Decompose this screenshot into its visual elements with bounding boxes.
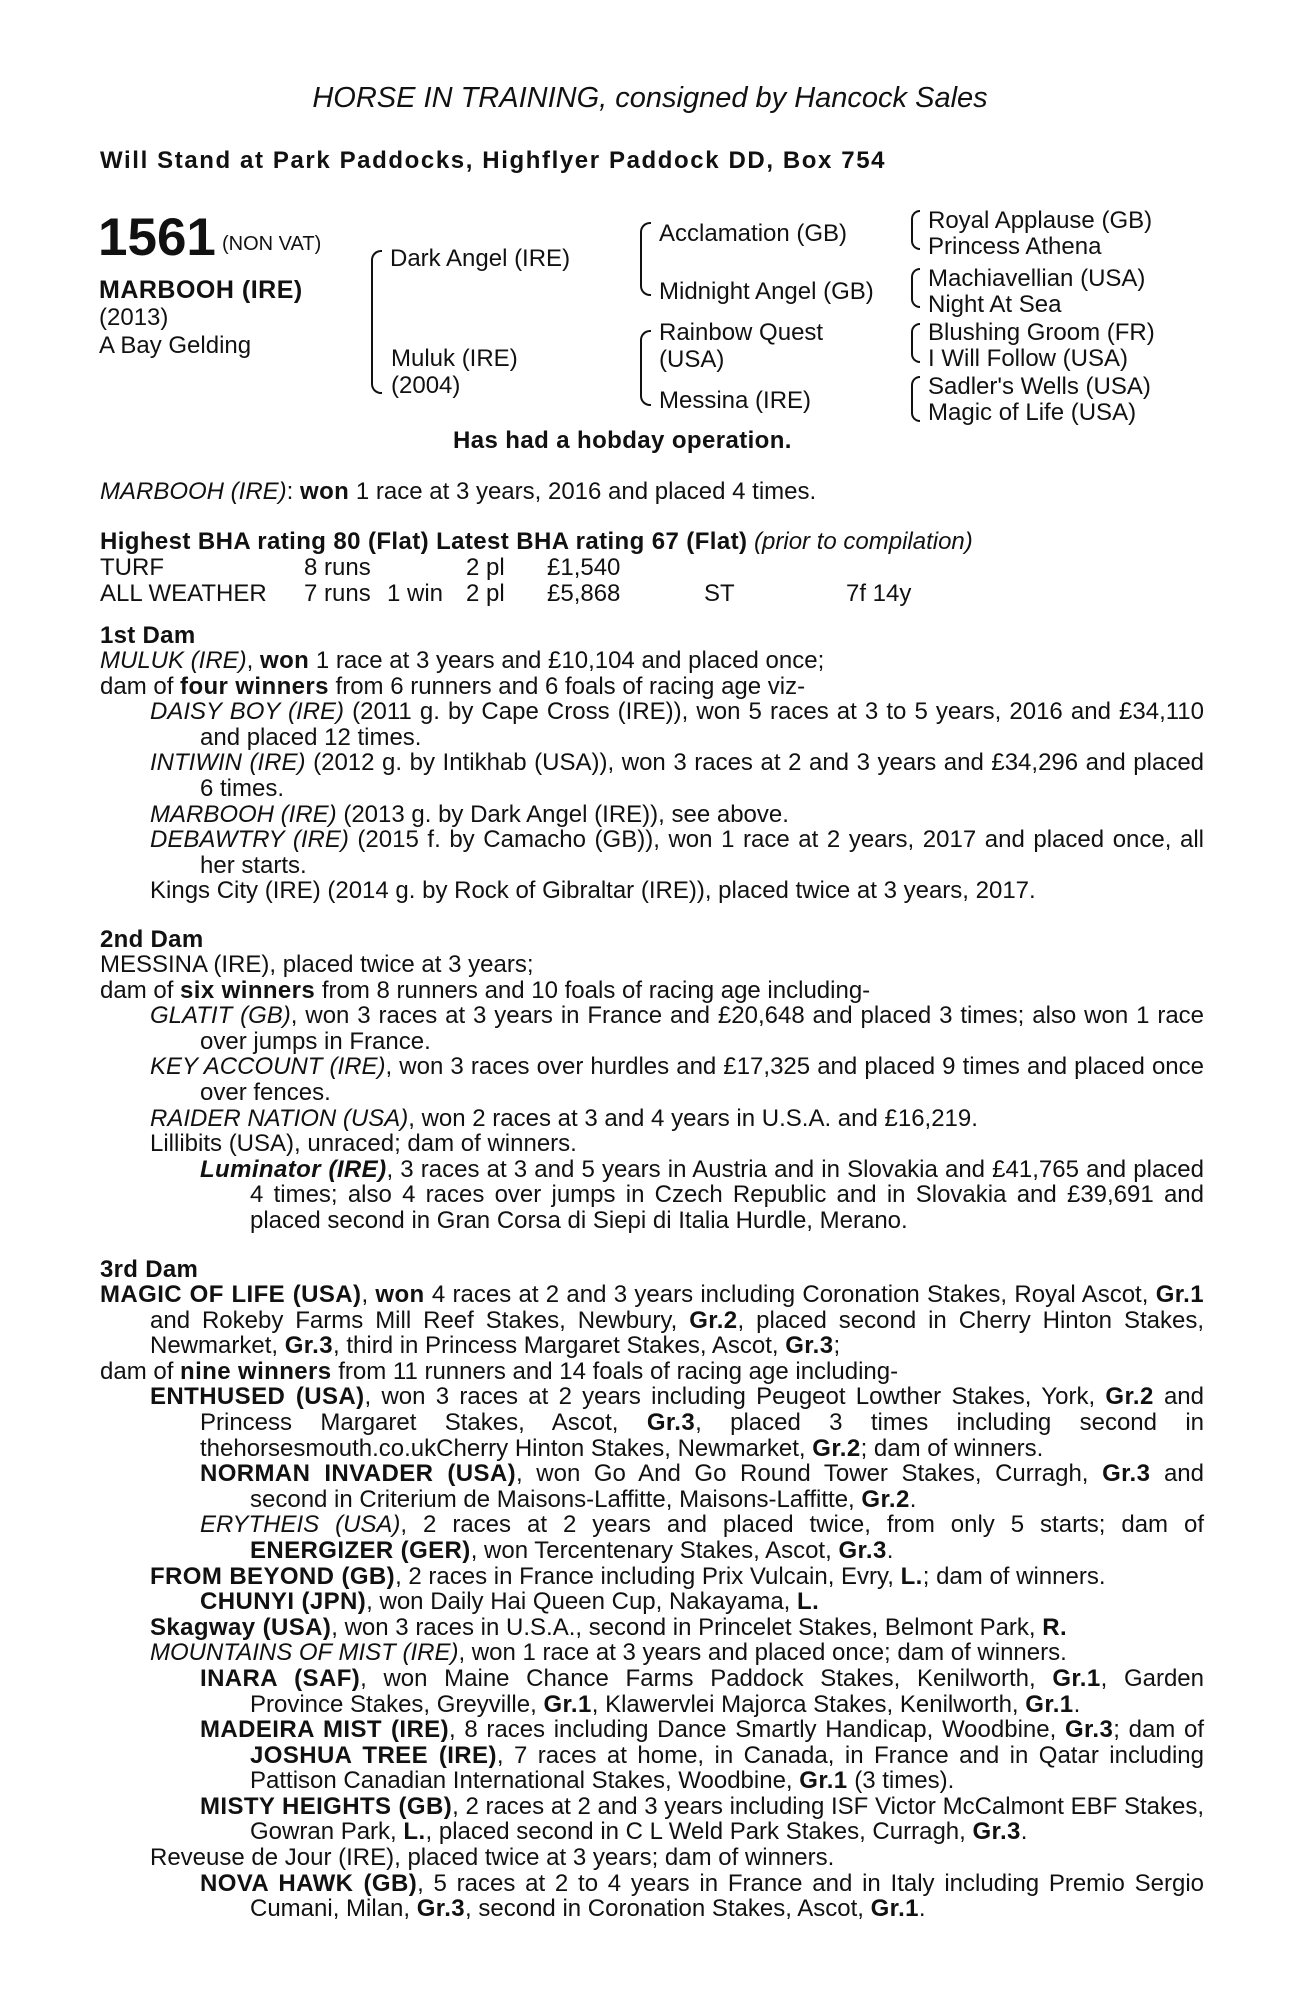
- race-record: [100, 479, 816, 505]
- grade: Gr.2: [1105, 1383, 1154, 1411]
- pedigree-dam-year: (2004): [391, 372, 461, 399]
- progeny-entry: [100, 1640, 1204, 1666]
- grade: Gr.3: [416, 1895, 466, 1923]
- progeny-name: GLATIT (GB): [150, 1002, 291, 1030]
- text: ; dam of winners.: [922, 1562, 1106, 1590]
- progeny-entry: [100, 1717, 1204, 1794]
- grade: Gr.1: [1025, 1690, 1074, 1718]
- progeny-entry: [100, 1564, 1204, 1590]
- progeny-entry: [100, 827, 1204, 878]
- form-cell: ALL WEATHER: [100, 580, 267, 607]
- progeny-name: ENTHUSED (USA): [150, 1383, 365, 1411]
- text: , 5 races at 2 to 4 years in France and in Italy including Premio Sergio Cumani, Milan,: [250, 1869, 1204, 1923]
- dam-name: MAGIC OF LIFE (USA): [100, 1281, 362, 1308]
- form-cell: £5,868: [547, 580, 621, 607]
- text: , third in Princess Margaret Stakes, Ascot,: [333, 1332, 786, 1360]
- grade: R.: [1042, 1613, 1068, 1641]
- pedigree-dss: Blushing Groom (FR): [928, 319, 1155, 346]
- third-dam-section: [100, 1282, 1204, 1922]
- progeny-name: KEY ACCOUNT (IRE): [150, 1053, 386, 1081]
- form-cell: TURF: [100, 554, 164, 581]
- text: dam of: [100, 672, 181, 700]
- progeny-entry: [100, 1794, 1204, 1845]
- progeny-text: Kings City (IRE) (2014 g. by Rock of Gibraltar (IRE)), placed twice at 3 years, 2017.: [150, 877, 1036, 905]
- pedigree-dsd: I Will Follow (USA): [928, 345, 1129, 372]
- text: ,: [361, 1281, 376, 1308]
- grade: Gr.3: [785, 1332, 834, 1360]
- text: , won Daily Hai Queen Cup, Nakayama,: [366, 1588, 798, 1616]
- form-cell: 1 win: [387, 580, 444, 607]
- progeny-text: Lillibits (USA), unraced; dam of winners.: [150, 1130, 577, 1158]
- progeny-entry: [100, 878, 1204, 904]
- text: , Klawervlei Majorca Stakes, Kenilworth,: [591, 1690, 1026, 1718]
- text: , won 1 race at 3 years and placed once; dam of winners.: [458, 1639, 1067, 1667]
- bha-ratings-note: (prior to compilation): [754, 528, 973, 555]
- text: , won 3 races in U.S.A., second in Princelet Stakes, Belmont Park,: [331, 1613, 1043, 1641]
- text: ;: [833, 1332, 841, 1360]
- text: , won Tercentenary Stakes, Ascot,: [470, 1536, 839, 1564]
- progeny-entry: [100, 1512, 1204, 1563]
- grade: Gr.3: [284, 1332, 334, 1360]
- pedigree-sire-dam: Midnight Angel (GB): [659, 278, 874, 305]
- text: , 7 races at home, in Canada, in France and in Qatar including Pattison Canadian International Stakes, Woodbine,: [250, 1741, 1204, 1795]
- grade: Gr.3: [1064, 1716, 1114, 1744]
- progeny-name: RAIDER NATION (USA): [150, 1104, 409, 1132]
- progeny-entry: [100, 750, 1204, 801]
- text: .: [1020, 1818, 1028, 1846]
- progeny-entry: [100, 1131, 1204, 1157]
- grade: Gr.1: [870, 1895, 919, 1923]
- text: from 6 runners and 6 foals of racing age viz-: [328, 672, 806, 700]
- progeny-text: (2013 g. by Dark Angel (IRE)), see above.: [336, 800, 789, 828]
- form-cell: 7 runs: [304, 580, 371, 607]
- bha-ratings-text: Highest BHA rating 80 (Flat) Latest BHA rating 67 (Flat): [100, 528, 748, 555]
- form-cell: £1,540: [547, 554, 621, 581]
- pedigree-sds: Machiavellian (USA): [928, 265, 1146, 292]
- winners-count: four winners: [180, 672, 329, 700]
- pedigree-sss: Royal Applause (GB): [928, 207, 1153, 234]
- pedigree-bracket-g3-4: [911, 376, 920, 422]
- text: , 8 races including Dance Smartly Handicap, Woodbine,: [448, 1716, 1065, 1744]
- text: , Garden Province Stakes, Greyville,: [250, 1664, 1204, 1718]
- grade: Gr.3: [972, 1818, 1021, 1846]
- progeny-name: MOUNTAINS OF MIST (IRE): [150, 1639, 459, 1667]
- progeny-name: DAISY BOY (IRE): [150, 698, 345, 726]
- progeny-text: (2012 g. by Intikhab (USA)), won 3 races at 2 and 3 years and £34,296 and placed 6 times.: [200, 749, 1205, 802]
- text: and Princess Margaret Stakes, Ascot,: [200, 1383, 1205, 1436]
- text: , won Maine Chance Farms Paddock Stakes, Kenilworth,: [360, 1664, 1053, 1692]
- progeny-entry: [100, 1589, 1204, 1615]
- pedigree-dam-sire-line1: Rainbow Quest: [659, 319, 824, 346]
- text: from 8 runners and 10 foals of racing age including-: [315, 976, 871, 1004]
- grade: Gr.2: [861, 1485, 910, 1513]
- progeny-text: Reveuse de Jour (IRE), placed twice at 3 years; dam of winners.: [150, 1844, 835, 1872]
- progeny-name: NOVA HAWK (GB): [200, 1869, 418, 1897]
- grade: Gr.3: [1102, 1460, 1151, 1488]
- won-label: won: [375, 1281, 425, 1308]
- progeny-entry: [100, 699, 1204, 750]
- won-label: won: [260, 647, 310, 674]
- progeny-name: NORMAN INVADER (USA): [200, 1460, 517, 1488]
- text: and Rokeby Farms Mill Reef Stakes, Newbury,: [150, 1306, 690, 1334]
- text: from 11 runners and 14 foals of racing age including-: [331, 1357, 899, 1385]
- pedigree-bracket-g3-1: [911, 210, 920, 250]
- second-dam-produce: [100, 978, 1204, 1004]
- progeny-name: FROM BEYOND (GB): [150, 1562, 396, 1590]
- progeny-entry: [100, 1461, 1204, 1512]
- third-dam-line: [100, 1282, 1204, 1359]
- grade: Gr.1: [543, 1690, 592, 1718]
- progeny-name: MADEIRA MIST (IRE): [200, 1716, 449, 1744]
- text: dam of: [100, 976, 181, 1004]
- text: .: [886, 1536, 894, 1564]
- text: .: [909, 1485, 917, 1513]
- progeny-name: JOSHUA TREE (IRE): [250, 1741, 497, 1769]
- first-dam-produce: [100, 674, 1204, 700]
- grade: L.: [900, 1562, 923, 1590]
- progeny-name: INTIWIN (IRE): [150, 749, 306, 777]
- winners-count: nine winners: [180, 1357, 332, 1385]
- progeny-name: ENERGIZER (GER): [250, 1536, 471, 1564]
- record-name: MARBOOH (IRE): [100, 478, 287, 505]
- progeny-entry: [100, 1054, 1204, 1105]
- progeny-entry: [100, 1003, 1204, 1054]
- pedigree-dds: Sadler's Wells (USA): [928, 373, 1151, 400]
- text: and second in Criterium de Maisons-Laffitte, Maisons-Laffitte,: [250, 1460, 1204, 1513]
- grade: Gr.1: [799, 1767, 848, 1795]
- pedigree-ssd: Princess Athena: [928, 233, 1102, 260]
- page-title: HORSE IN TRAINING, consigned by Hancock Sales: [312, 82, 988, 114]
- text: 4 races at 2 and 3 years including Coronation Stakes, Royal Ascot,: [424, 1281, 1156, 1308]
- horse-name: MARBOOH (IRE): [99, 276, 303, 304]
- grade: Gr.2: [812, 1434, 861, 1462]
- form-cell: 8 runs: [304, 554, 371, 581]
- progeny-name: MARBOOH (IRE): [150, 800, 337, 828]
- text: , placed 3 times including second in thehorsesmouth.co.ukCherry Hinton Stakes, Newmarket,: [200, 1408, 1205, 1462]
- pedigree-dam: Muluk (IRE): [391, 345, 518, 372]
- text: , 2 races at 2 years and placed twice, from only 5 starts; dam of: [400, 1511, 1204, 1539]
- progeny-entry: [100, 1384, 1204, 1461]
- pedigree-bracket-sire-dam: [371, 250, 382, 394]
- grade: Gr.2: [689, 1306, 738, 1334]
- text: .: [918, 1895, 926, 1923]
- progeny-entry: [100, 802, 1204, 828]
- dam-record: 1 race at 3 years and £10,104 and placed once;: [309, 647, 825, 674]
- progeny-name: INARA (SAF): [200, 1664, 361, 1692]
- pedigree-dam-sire-line2: (USA): [659, 346, 725, 373]
- progeny-entry: [100, 1615, 1204, 1641]
- form-cell: 2 pl: [466, 580, 505, 607]
- third-dam-produce: [100, 1359, 1204, 1385]
- progeny-entry: [100, 1666, 1204, 1717]
- first-dam-heading: 1st Dam: [100, 622, 196, 649]
- grade: Gr.1: [1052, 1664, 1101, 1692]
- progeny-text: (2015 f. by Camacho (GB)), won 1 race at 2 years, 2017 and placed once, all her starts.: [200, 826, 1204, 879]
- horse-description: A Bay Gelding: [99, 332, 252, 359]
- pedigree-bracket-g3-3: [911, 323, 920, 363]
- progeny-name: DEBAWTRY (IRE): [150, 826, 349, 854]
- lot-number: 1561: [98, 208, 216, 267]
- text: ; dam of: [1113, 1716, 1204, 1744]
- progeny-name: ERYTHEIS (USA): [200, 1511, 401, 1539]
- record-colon: :: [286, 478, 294, 505]
- foaling-year: (2013): [99, 304, 169, 331]
- progeny-text: , won 2 races at 3 and 4 years in U.S.A. and £16,219.: [408, 1104, 978, 1132]
- text: , won Go And Go Round Tower Stakes, Curragh,: [516, 1460, 1103, 1488]
- progeny-entry: [100, 1157, 1204, 1234]
- winners-count: six winners: [180, 976, 316, 1004]
- progeny-text: , won 3 races over hurdles and £17,325 and placed 9 times and placed once over fences.: [200, 1053, 1204, 1106]
- grade: L.: [403, 1818, 426, 1846]
- text: , placed second in C L Weld Park Stakes, Curragh,: [425, 1818, 973, 1846]
- text: dam of: [100, 1357, 181, 1385]
- pedigree-note: Has had a hobday operation.: [453, 427, 792, 454]
- pedigree-dam-dam: Messina (IRE): [659, 387, 812, 414]
- text: , 2 races in France including Prix Vulcain, Evry,: [395, 1562, 901, 1590]
- grade: Gr.3: [646, 1408, 696, 1436]
- first-dam-line: MULUK (IRE), won 1 race at 3 years and £10,104 and placed once;: [100, 647, 825, 674]
- grade: L.: [797, 1588, 820, 1616]
- stand-location: Will Stand at Park Paddocks, Highflyer Paddock DD, Box 754: [100, 147, 887, 174]
- third-dam-heading: 3rd Dam: [100, 1256, 199, 1283]
- progeny-text: (2011 g. by Cape Cross (IRE)), won 5 races at 3 to 5 years, 2016 and £34,110 and placed 12 times.: [200, 698, 1204, 751]
- dam-name: MULUK (IRE): [100, 647, 247, 674]
- pedigree-bracket-g3-2: [911, 268, 920, 308]
- text: , second in Coronation Stakes, Ascot,: [465, 1895, 871, 1923]
- form-cell: 2 pl: [466, 554, 505, 581]
- progeny-name: CHUNYI (JPN): [200, 1588, 367, 1616]
- progeny-text: , 3 races at 3 and 5 years in Austria and in Slovakia and £41,765 and placed 4 times; also 4 races over jumps in Czech Republic and in Slovakia and £39,691 and placed second in Gran Corsa di Siepi di Italia Hurdle, Merano.: [250, 1155, 1204, 1234]
- pedigree-sire-sire: Acclamation (GB): [659, 220, 848, 247]
- pedigree-ddd: Magic of Life (USA): [928, 399, 1137, 426]
- pedigree-sire: Dark Angel (IRE): [390, 245, 571, 272]
- text: , 2 races at 2 and 3 years including ISF Victor McCalmont EBF Stakes, Gowran Park,: [250, 1792, 1204, 1846]
- text: (3 times).: [847, 1767, 955, 1795]
- progeny-entry: [100, 1106, 1204, 1132]
- record-rest: 1 race at 3 years, 2016 and placed 4 times.: [349, 478, 817, 505]
- bha-ratings: [100, 529, 973, 555]
- second-dam-section: [100, 952, 1204, 1234]
- record-won: won: [300, 478, 350, 505]
- pedigree-bracket-sire-line: [640, 222, 651, 296]
- first-dam-section: [100, 648, 1204, 904]
- form-cell: 7f 14y: [846, 580, 912, 607]
- progeny-name: MISTY HEIGHTS (GB): [200, 1792, 453, 1820]
- grade: Gr.3: [838, 1536, 887, 1564]
- second-dam-line: MESSINA (IRE), placed twice at 3 years;: [100, 951, 534, 978]
- vat-status: (NON VAT): [222, 233, 322, 255]
- grade: Gr.1: [1155, 1281, 1204, 1308]
- progeny-name: Luminator (IRE): [200, 1155, 387, 1183]
- pedigree-sdd: Night At Sea: [928, 291, 1062, 318]
- progeny-entry: [100, 1871, 1204, 1922]
- second-dam-heading: 2nd Dam: [100, 926, 204, 953]
- progeny-name: Skagway (USA): [150, 1613, 332, 1641]
- text: , won 3 races at 2 years including Peugeot Lowther Stakes, York,: [364, 1383, 1106, 1411]
- pedigree-bracket-dam-line: [640, 330, 651, 406]
- text: , placed second in Cherry Hinton Stakes, Newmarket,: [150, 1306, 1204, 1360]
- text: ; dam of winners.: [860, 1434, 1044, 1462]
- progeny-entry: [100, 1845, 1204, 1871]
- form-cell: ST: [704, 580, 735, 607]
- progeny-text: , won 3 races at 3 years in France and £20,648 and placed 3 times; also won 1 race over jumps in France.: [200, 1002, 1205, 1055]
- text: .: [1073, 1690, 1081, 1718]
